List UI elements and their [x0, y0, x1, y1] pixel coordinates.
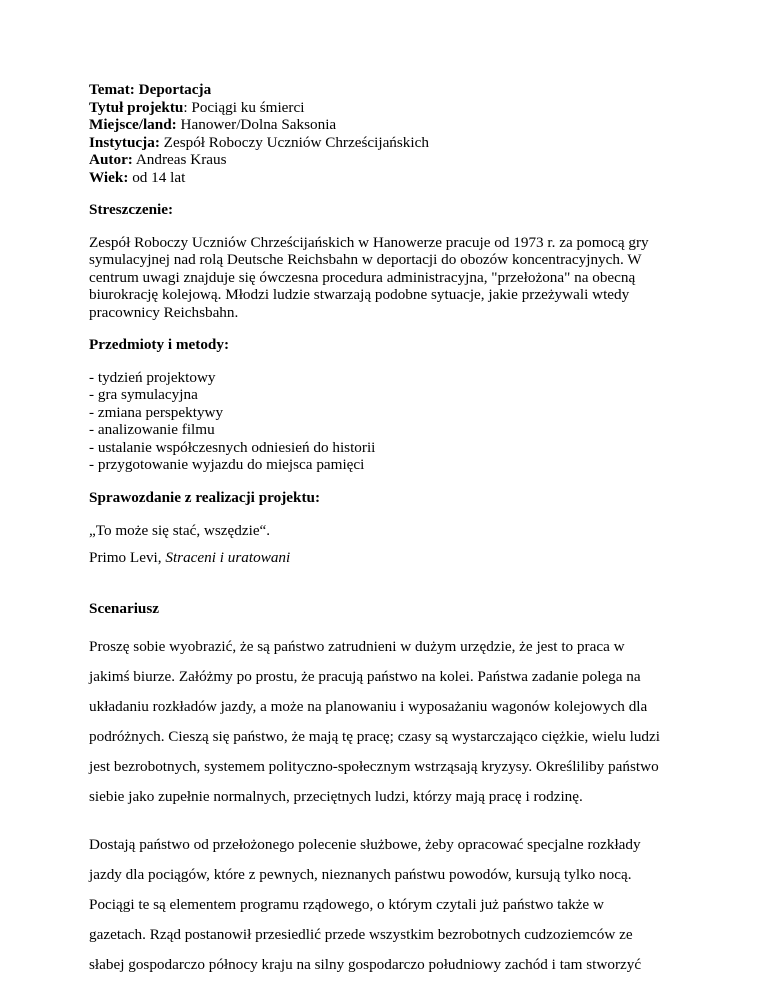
title-label: Tytuł projektu	[89, 98, 184, 116]
scenario-line: gazetach. Rząd postanowił przesiedlić przede wszystkim bezrobotnych cudzoziemców ze	[89, 926, 633, 944]
list-item: - gra symulacyjna	[89, 386, 198, 403]
subjects-heading: Przedmioty i metody:	[89, 336, 230, 353]
scenario-line: jest bezrobotnych, systemem polityczno-społecznym wstrząsają kryzysy. Określiliby państwo	[89, 757, 659, 775]
topic-line: Temat: Deportacja	[89, 81, 212, 98]
title-line	[89, 99, 689, 117]
scenario-line: Dostają państwo od przełożonego polecenie służbowe, żeby opracować specjalne rozkłady	[89, 836, 641, 854]
age-line	[89, 169, 689, 187]
list-item: - zmiana perspektywy	[89, 403, 224, 421]
scenario-line: jakimś biurze. Załóżmy po prostu, że pracują państwo na kolei. Państwa zadanie polega na	[89, 667, 641, 685]
age-label: Wiek:	[89, 168, 129, 186]
list-item: - analizowanie filmu	[89, 421, 215, 438]
summary-line: biurokrację kolejową. Młodzi ludzie stwarzają podobne sytuacje, jakie przeżywali wtedy	[89, 286, 630, 303]
document-body	[89, 81, 689, 981]
institution-line	[89, 134, 689, 152]
scenario-line: jazdy dla pociągów, które z pewnych, nieznanych państwu powodów, kursują tylko nocą.	[89, 866, 632, 884]
report-heading: Sprawozdanie z realizacji projektu:	[89, 488, 321, 506]
project-metadata	[89, 81, 689, 186]
list-item: - tydzień projektowy	[89, 368, 216, 386]
report-attribution	[89, 549, 689, 567]
scenario-paragraph-2	[89, 830, 689, 980]
scenario-body	[89, 632, 689, 981]
scenario-line: układaniu rozkładów jazdy, a może na planowaniu i wyposażaniu wagonów kolejowych dla	[89, 697, 648, 715]
scenario-line: Pociągi te są elementem programu rządowego, o którym czytali już państwo także w	[89, 896, 604, 914]
report-quote: „To może się stać, wszędzie“.	[89, 522, 271, 539]
author-line	[89, 151, 689, 169]
list-item: - przygotowanie wyjazdu do miejsca pamięci	[89, 456, 365, 473]
summary-line: pracownicy Reichsbahn.	[89, 303, 239, 321]
place-label: Miejsce/land:	[89, 116, 177, 133]
scenario-heading: Scenariusz	[89, 600, 160, 617]
summary-heading: Streszczenie:	[89, 201, 174, 218]
scenario-line: siebie jako zupełnie normalnych, przeciętnych ludzi, którzy mają pracę i rodzinę.	[89, 787, 583, 805]
list-item: - ustalanie współczesnych odniesień do historii	[89, 438, 376, 456]
attribution-title: Straceni i uratowani	[165, 548, 291, 566]
scenario-paragraph-1	[89, 632, 689, 813]
age-value: od 14 lat	[128, 168, 186, 186]
summary-paragraph	[89, 234, 689, 322]
place-value: Hanower/Dolna Saksonia	[176, 116, 337, 133]
summary-line: Zespół Roboczy Uczniów Chrześcijańskich w Hanowerze pracuje od 1973 r. za pomocą gry	[89, 233, 649, 251]
place-line	[89, 116, 689, 134]
author-label: Autor:	[89, 151, 133, 168]
title-value: : Pociągi ku śmierci	[183, 98, 305, 116]
scenario-line: słabej gospodarczo północy kraju na silny gospodarczo południowy zachód i tam stworzyć	[89, 956, 642, 974]
institution-label: Instytucja:	[89, 133, 160, 151]
scenario-line: Proszę sobie wyobrazić, że są państwo zatrudnieni w dużym urzędzie, że jest to praca w	[89, 637, 625, 655]
scenario-line: podróżnych. Cieszą się państwo, że mają tę pracę; czasy są wystarczająco ciężkie, wielu ludzi	[89, 727, 660, 745]
institution-value: Zespół Roboczy Uczniów Chrześcijańskich	[159, 133, 429, 151]
author-value: Andreas Kraus	[132, 151, 227, 168]
subjects-list	[89, 369, 689, 474]
summary-line: symulacyjnej nad rolą Deutsche Reichsbahn w deportacji do obozów koncentracyjnych. W	[89, 251, 642, 268]
summary-line: centrum uwagi znajduje się ówczesna procedura administracyjna, "przełożona" na obecną	[89, 268, 636, 286]
attribution-author: Primo Levi,	[89, 548, 166, 566]
